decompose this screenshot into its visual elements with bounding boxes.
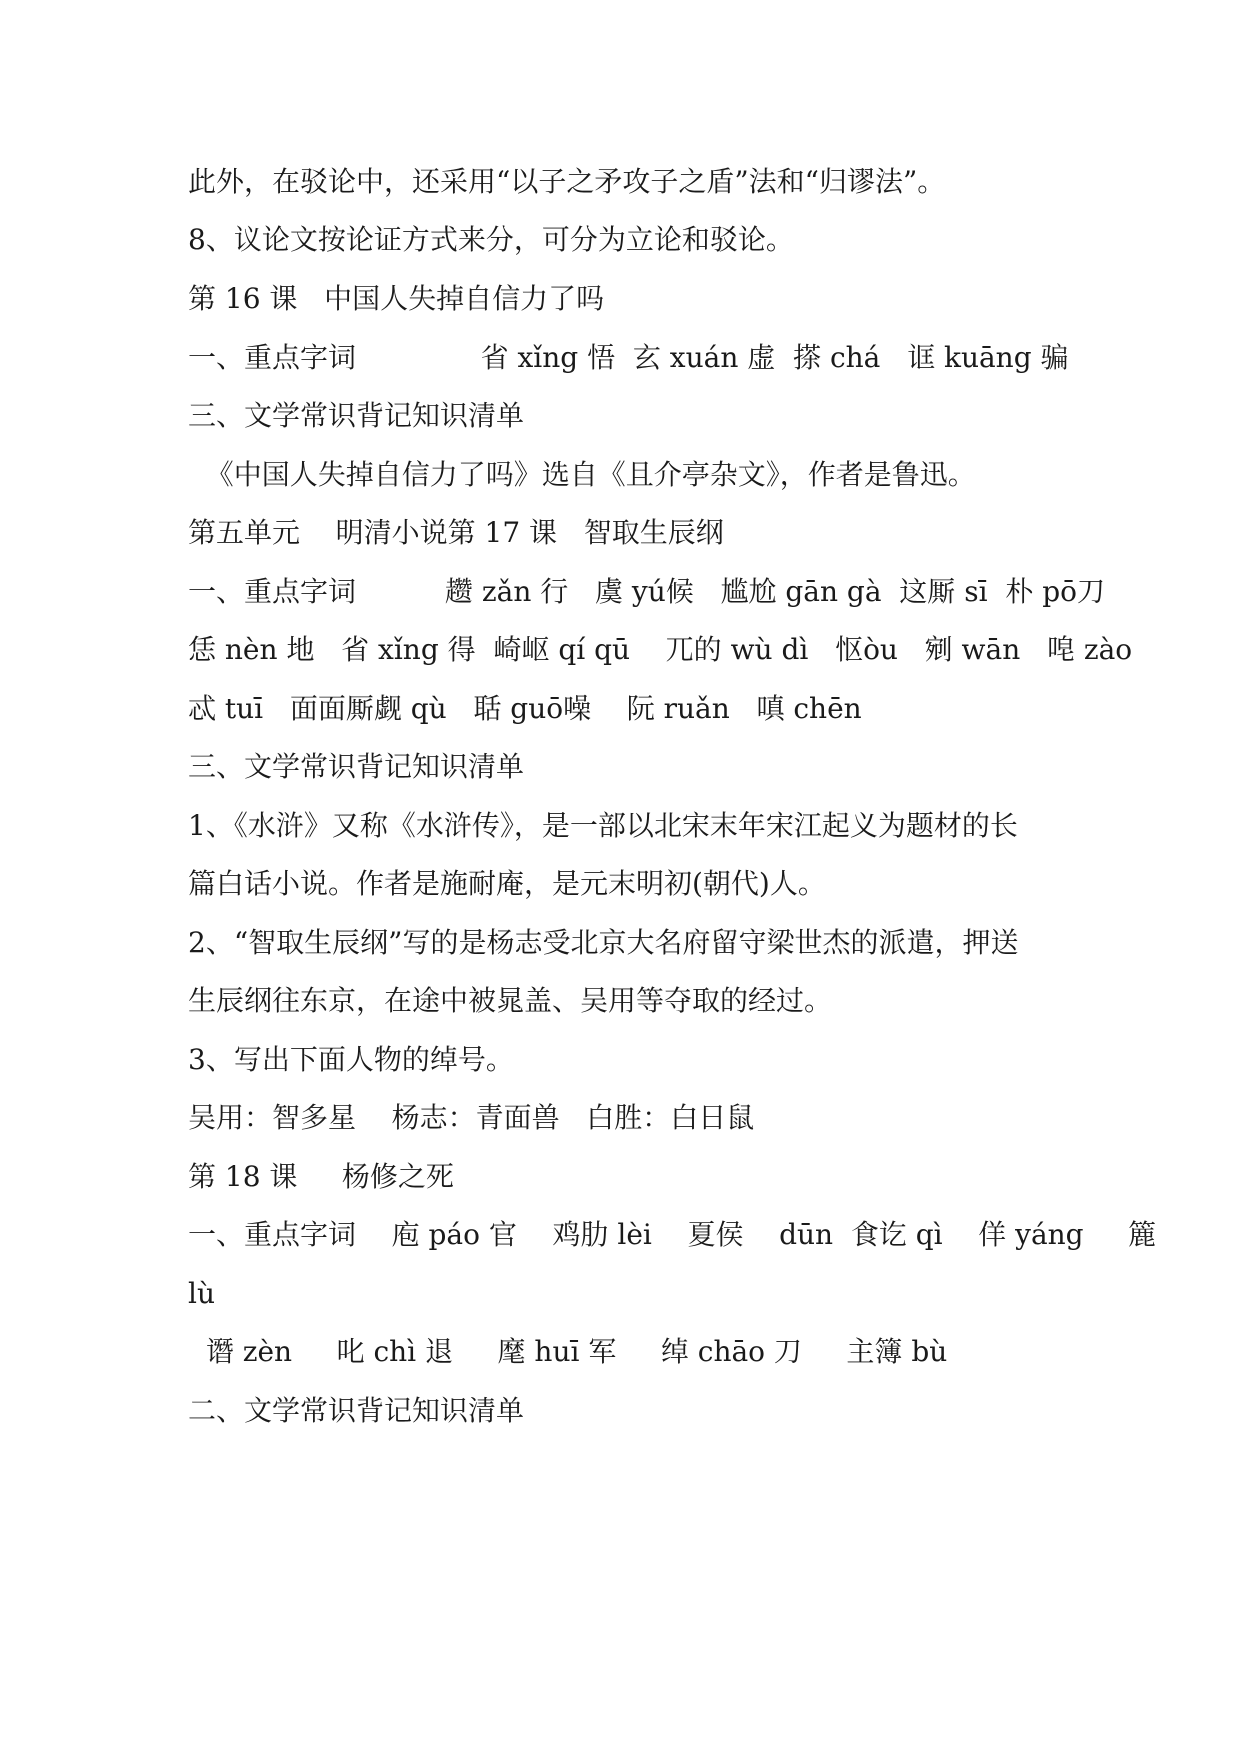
text-line: 吴用：智多星 杨志：青面兽 白胜：白日鼠 (188, 1101, 755, 1134)
lesson-heading: 第五单元 明清小说第 17 课 智取生辰纲 (188, 516, 724, 549)
text-line: 此外，在驳论中，还采用“以子之矛攻子之盾”法和“归谬法”。 (188, 165, 946, 198)
lesson-heading: 第 18 课 杨修之死 (188, 1160, 454, 1193)
vocabulary-line: 谮 zèn 叱 chì 退 麾 huī 军 绰 chāo 刀 主簿 bù (188, 1335, 948, 1368)
text-line: 篇白话小说。作者是施耐庵，是元末明初(朝代)人。 (188, 867, 826, 900)
text-line: 《中国人失掉自信力了吗》选自《且介亭杂文》，作者是鲁迅。 (188, 458, 976, 491)
section-heading: 三、文学常识背记知识清单 (188, 750, 525, 783)
vocabulary-line: 忒 tuī 面面厮觑 qù 聒 guō噪 阮 ruǎn 嗔 chēn (188, 692, 862, 725)
vocabulary-line: lù (188, 1277, 215, 1310)
lesson-heading: 第 16 课 中国人失掉自信力了吗 (188, 282, 605, 315)
text-line: 1、《水浒》又称《水浒传》，是一部以北宋末年宋江起义为题材的长 (188, 809, 1018, 842)
text-line: 生辰纲往东京，在途中被晁盖、吴用等夺取的经过。 (188, 984, 833, 1017)
section-heading: 二、文学常识背记知识清单 (188, 1394, 525, 1427)
text-line: 3、写出下面人物的绰号。 (188, 1043, 514, 1076)
text-line: 2、“智取生辰纲”写的是杨志受北京大名府留守梁世杰的派遣，押送 (188, 926, 1019, 959)
section-heading: 三、文学常识背记知识清单 (188, 399, 525, 432)
vocabulary-line: 一、重点字词 庖 páo 官 鸡肋 lèi 夏侯 dūn 食讫 qì 佯 yáng 簏 (188, 1218, 1157, 1251)
vocabulary-line: 一、重点字词 趱 zǎn 行 虞 yú候 尴尬 gān gà 这厮 sī 朴 pō刀 (188, 575, 1106, 608)
vocabulary-line: 一、重点字词 省 xǐng 悟 玄 xuán 虚 搽 chá 诓 kuāng 骗 (188, 341, 1069, 374)
text-line: 8、议论文按论证方式来分，可分为立论和驳论。 (188, 223, 794, 256)
vocabulary-line: 恁 nèn 地 省 xǐng 得 崎岖 qí qū 兀的 wù dì 怄òu 剜 wān 唣 zào (188, 633, 1133, 666)
